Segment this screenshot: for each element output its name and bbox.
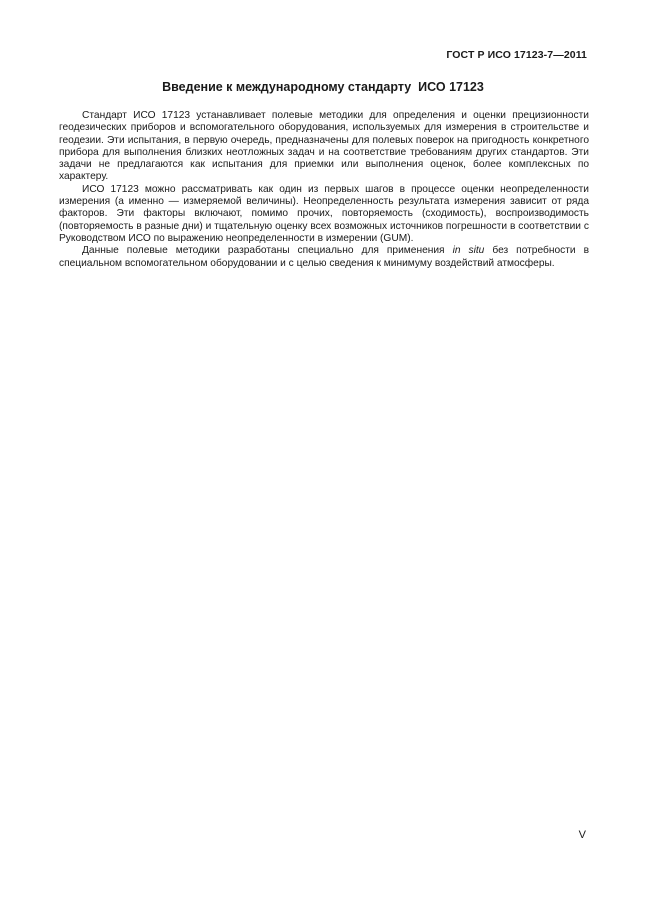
paragraph-3 (59, 245, 589, 270)
page-number: V (578, 829, 586, 841)
page-title: Введение к международному стандарту ИСО 17123 (162, 80, 484, 94)
paragraph-3-text-before: Данные полевые методики разработаны специально для применения (82, 245, 453, 257)
document-code-header: ГОСТ Р ИСО 17123-7—2011 (446, 49, 587, 61)
paragraph-3-italic-term: in situ (452, 245, 485, 257)
paragraph-2: ИСО 17123 можно рассматривать как один из первых шагов в процессе оценки неопределенности измерения (а именно — измеряемой величины). Неопределенность результата измерения зависит от ряда факторов. Эти факторы включают, помимо прочих, повторяемость (сходимость), воспроизводимость (повторяемость в разные дни) и тщательную оценку всех возможных источников погрешности в соответствии с Руководством ИСО по выражению неопределенности в измерении (GUM). (59, 183, 589, 244)
body-text (59, 110, 589, 270)
paragraph-1: Стандарт ИСО 17123 устанавливает полевые методики для определения и оценки прецизионности геодезических приборов и вспомогательного оборудования, используемых для измерения в строительстве и геодезии. Эти испытания, в первую очередь, предназначены для полевых поверок на пригодность конкретного прибора для выполнения близких неотложных задач и на соответствие требованиям других стандартов. Эти задачи не предлагаются как испытания для приемки или выполнения оценок, более комплексных по характеру. (59, 110, 589, 183)
paragraph-3-text-after: без потребности в специальном вспомогательном оборудовании и с целью сведения к минимуму воздействий атмосферы. (59, 245, 589, 269)
